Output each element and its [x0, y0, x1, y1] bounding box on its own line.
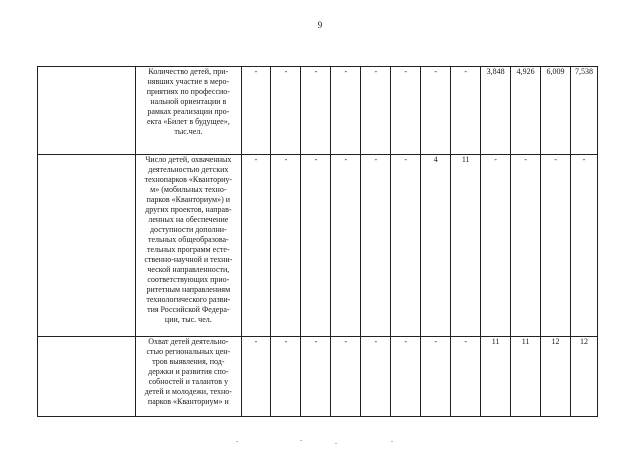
value-cell [391, 155, 421, 337]
table-row [38, 67, 598, 155]
value-text: 11 [521, 337, 530, 346]
value-cell [421, 337, 451, 417]
table-row [38, 155, 598, 337]
value-text: 6,009 [546, 67, 565, 76]
value-text: - [464, 337, 467, 346]
value-cell [391, 67, 421, 155]
value-cell [541, 337, 571, 417]
value-cell [241, 337, 271, 417]
value-text: - [314, 155, 318, 164]
value-cell [271, 155, 301, 337]
value-text: 11 [491, 337, 500, 346]
value-text: - [254, 155, 258, 164]
value-cell [391, 337, 421, 417]
value-text: - [314, 337, 318, 346]
value-cell [451, 67, 481, 155]
value-text: - [374, 155, 378, 164]
value-cell [271, 337, 301, 417]
value-text: - [464, 67, 467, 76]
value-text: - [284, 67, 288, 76]
value-cell [301, 337, 331, 417]
page-number: 9 [317, 20, 323, 30]
value-text: 4,926 [516, 67, 535, 76]
data-table [37, 66, 598, 417]
value-cell [571, 155, 598, 337]
blank-cell [38, 155, 136, 337]
value-text: 7,538 [575, 67, 593, 76]
scan-noise [335, 443, 337, 444]
value-cell [511, 337, 541, 417]
value-cell [481, 337, 511, 417]
value-text: - [344, 337, 348, 346]
value-text: - [404, 337, 408, 346]
value-text: - [582, 155, 586, 164]
value-text: - [314, 67, 318, 76]
table-row [38, 337, 598, 417]
value-text: - [434, 337, 438, 346]
value-cell [481, 67, 511, 155]
value-cell [541, 67, 571, 155]
value-text: - [344, 155, 348, 164]
value-cell [481, 155, 511, 337]
value-text: - [254, 67, 258, 76]
value-text: - [434, 67, 438, 76]
value-cell [301, 155, 331, 337]
value-text: 3,848 [486, 67, 505, 76]
blank-cell [38, 67, 136, 155]
scan-noise [236, 441, 238, 442]
value-cell [511, 155, 541, 337]
value-cell [511, 67, 541, 155]
value-text: - [284, 155, 288, 164]
value-cell [331, 337, 361, 417]
blank-cell [38, 337, 136, 417]
indicator-description: Охват детей деятельно- стью региональных цен- тров выявления, под- держки и развития спо- собностей и талантов у детей и молодежи, техно- парков «Кванториум» и [136, 337, 241, 417]
value-text: - [554, 155, 557, 164]
value-text: - [494, 155, 497, 164]
value-cell [301, 67, 331, 155]
value-cell [331, 67, 361, 155]
indicator-description: Количество детей, при- нявших участие в меро- приятиях по профессио- нальной ориентации в рамках реализации про- екта «Билет в будущее», тыс.чел. [136, 67, 241, 155]
value-cell [451, 155, 481, 337]
value-text: 12 [551, 337, 560, 346]
value-cell [421, 67, 451, 155]
value-text: - [404, 67, 408, 76]
value-cell [331, 155, 361, 337]
scan-noise [391, 441, 393, 442]
value-text: - [254, 337, 258, 346]
value-text: - [404, 155, 408, 164]
value-cell [271, 67, 301, 155]
value-text: 4 [433, 155, 438, 164]
value-text: - [374, 337, 378, 346]
indicator-description: Число детей, охваченных деятельностью детских технопарков «Кванториу- м» (мобильных техно- парков «Кванториум») и других проектов, направ- ленных на обеспечение доступности дополни- тельных общеобразова- тельных программ есте- ственно-научной и техни- ческой направленности, соответствующих прио- ритетным направлениям технологического разви- тия Российской Федера- ции, тыс. чел. [136, 155, 241, 337]
value-cell [361, 155, 391, 337]
value-cell [571, 337, 598, 417]
value-text: - [524, 155, 527, 164]
value-cell [361, 67, 391, 155]
value-cell [571, 67, 598, 155]
value-text: 11 [461, 155, 470, 164]
value-text: - [284, 337, 288, 346]
value-cell [241, 67, 271, 155]
value-text: 12 [580, 337, 588, 346]
value-cell [361, 337, 391, 417]
value-text: - [344, 67, 348, 76]
value-text: - [374, 67, 378, 76]
value-cell [541, 155, 571, 337]
value-cell [451, 337, 481, 417]
scan-noise [300, 440, 302, 441]
value-cell [241, 155, 271, 337]
value-cell [421, 155, 451, 337]
